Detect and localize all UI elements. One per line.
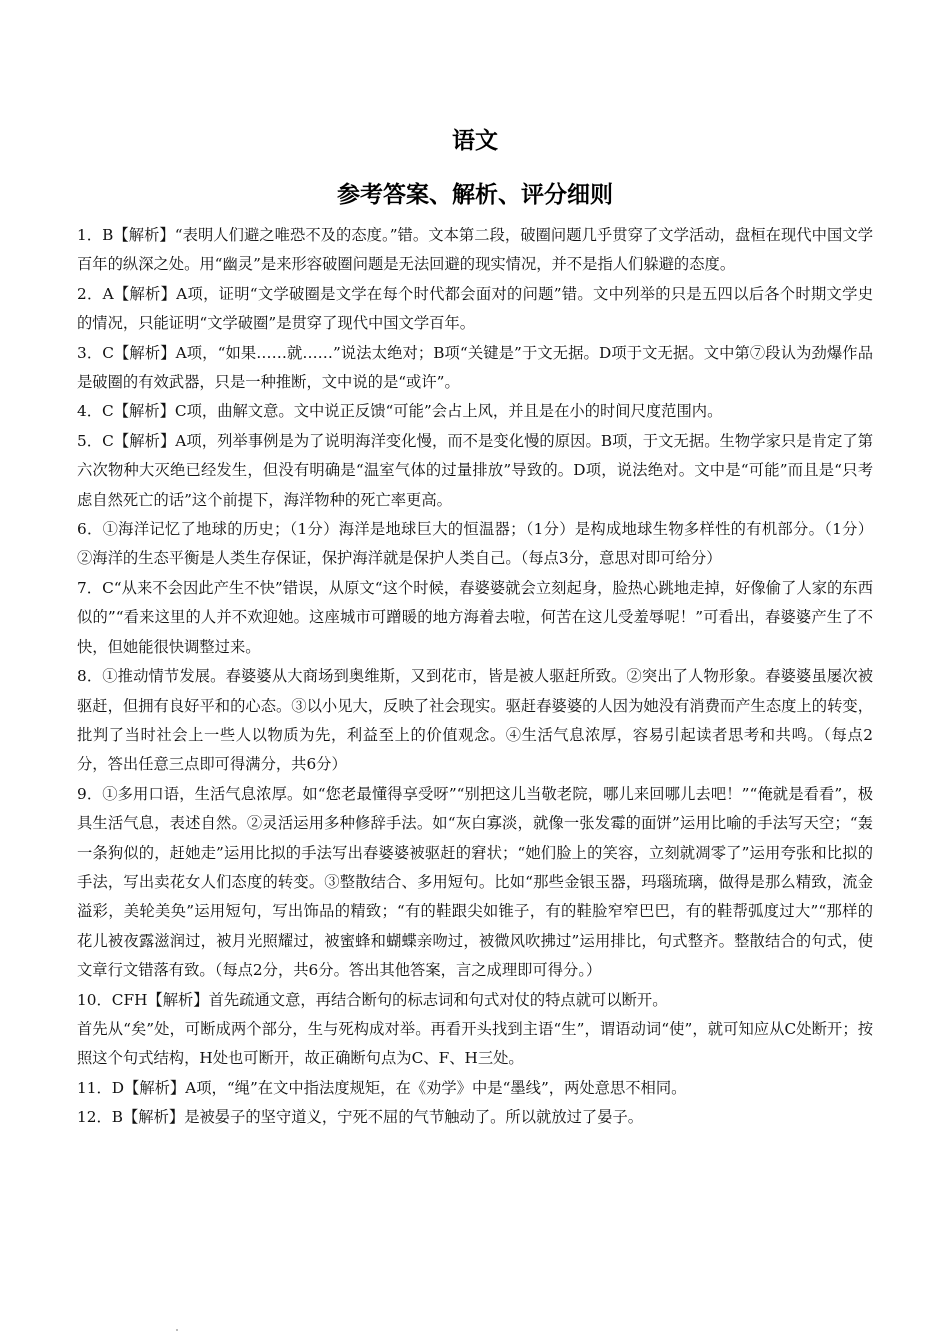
answer-q4: 4．C【解析】C项，曲解文意。文中说正反馈“可能”会占上风，并且是在小的时间尺度范围内。 [77, 402, 723, 421]
subject-title: 语文 [452, 127, 498, 154]
answer-list [77, 221, 873, 1133]
answer-q5: 5．C【解析】A项，列举事例是为了说明海洋变化慢，而不是变化慢的原因。B项，于文无据。生物学家只是肯定了第六次物种大灭绝已经发生，但没有明确是“温室气体的过量排放”导致的。D项，说法绝对。文中是“可能”而且是“只考虑自然死亡的话”这个前提下，海洋物种的死亡率更高。 [77, 431, 873, 509]
answer-q3: 3．C【解析】A项，“如果……就……”说法太绝对；B项“关键是”于文无据。D项于文无据。文中第⑦段认为劲爆作品是破圈的有效武器，只是一种推断，文中说的是“或许”。 [77, 343, 873, 392]
answer-q6: 6．①海洋记忆了地球的历史；（1分）海洋是地球巨大的恒温器；（1分）是构成地球生物多样性的有机部分。（1分）②海洋的生态平衡是人类生存保证，保护海洋就是保护人类自己。（每点3分，意思对即可给分） [77, 520, 873, 568]
answer-q1: 1．B【解析】“表明人们避之唯恐不及的态度。”错。文本第二段，破圈问题几乎贯穿了文学活动，盘桓在现代中国文学百年的纵深之处。用“幽灵”是来形容破圈问题是无法回避的现实情况，并不是指人们躲避的态度。 [77, 226, 873, 274]
answer-q10-explanation: 首先从“矣”处，可断成两个部分，生与死构成对举。再看开头找到主语“生”，谓语动词“使”，就可知应从C处断开；按照这个句式结构，H处也可断开，故正确断句点为C、F、H三处。 [77, 1019, 873, 1068]
answer-q10: 10．CFH【解析】首先疏通文意，再结合断句的标志词和句式对仗的特点就可以断开。 [77, 990, 668, 1009]
answer-q8: 8．①推动情节发展。春婆婆从大商场到奥维斯，又到花市，皆是被人驱赶所致。②突出了人物形象。春婆婆虽屡次被驱赶，但拥有良好平和的心态。③以小见大，反映了社会现实。驱赶春婆婆的人因为她没有消费而产生态度上的转变，批判了当时社会上一些人以物质为先，利益至上的价值观念。④生活气息浓厚，容易引起读者思考和共鸣。（每点2分，答出任意三点即可得满分，共6分） [77, 667, 873, 774]
answer-q11: 11．D【解析】A项，“绳”在文中指法度规矩，在《劝学》中是“墨线”，两处意思不相同。 [77, 1078, 687, 1097]
page-speck [176, 1329, 178, 1331]
answer-q12: 12．B【解析】是被晏子的坚守道义，宁死不屈的气节触动了。所以就放过了晏子。 [77, 1108, 644, 1127]
answer-q2: 2．A【解析】A项，证明“文学破圈是文学在每个时代都会面对的问题”错。文中列举的只是五四以后各个时期文学史的情况，只能证明“文学破圈”是贯穿了现代中国文学百年。 [77, 284, 873, 333]
answer-q7: 7．C“从来不会因此产生不快”错误，从原文“这个时候，春婆婆就会立刻起身，脸热心跳地走掉，好像偷了人家的东西似的”“看来这里的人并不欢迎她。这座城市可蹭暖的地方海着去啦，何苦在这儿受羞辱呢！”可看出，春婆婆产生了不快，但她能很快调整过来。 [77, 578, 873, 656]
answer-q9: 9．①多用口语，生活气息浓厚。如“您老最懂得享受呀”“别把这儿当敬老院，哪儿来回哪儿去吧！”“俺就是看看”，极具生活气息，表述自然。②灵活运用多种修辞手法。如“灰白寡淡，就像一张发霉的面饼”运用比喻的手法写天空；“轰一条狗似的，赶她走”运用比拟的手法写出春婆婆被驱赶的窘状；“她们脸上的笑容，立刻就凋零了”运用夸张和比拟的手法，写出卖花女人们态度的转变。③整散结合、多用短句。比如“那些金银玉器，玛瑙琉璃，做得是那么精致，流金溢彩，美轮美奂”运用短句，写出饰品的精致；“有的鞋跟尖如锥子，有的鞋脸窄窄巴巴，有的鞋帮弧度过大”“那样的花儿被夜露滋润过，被月光照耀过，被蜜蜂和蝴蝶亲吻过，被微风吹拂过”运用排比，句式整齐。整散结合的句式，使文章行文错落有致。（每点2分，共6分。答出其他答案，言之成理即可得分。） [77, 784, 873, 980]
answer-key-subtitle: 参考答案、解析、评分细则 [337, 181, 613, 208]
